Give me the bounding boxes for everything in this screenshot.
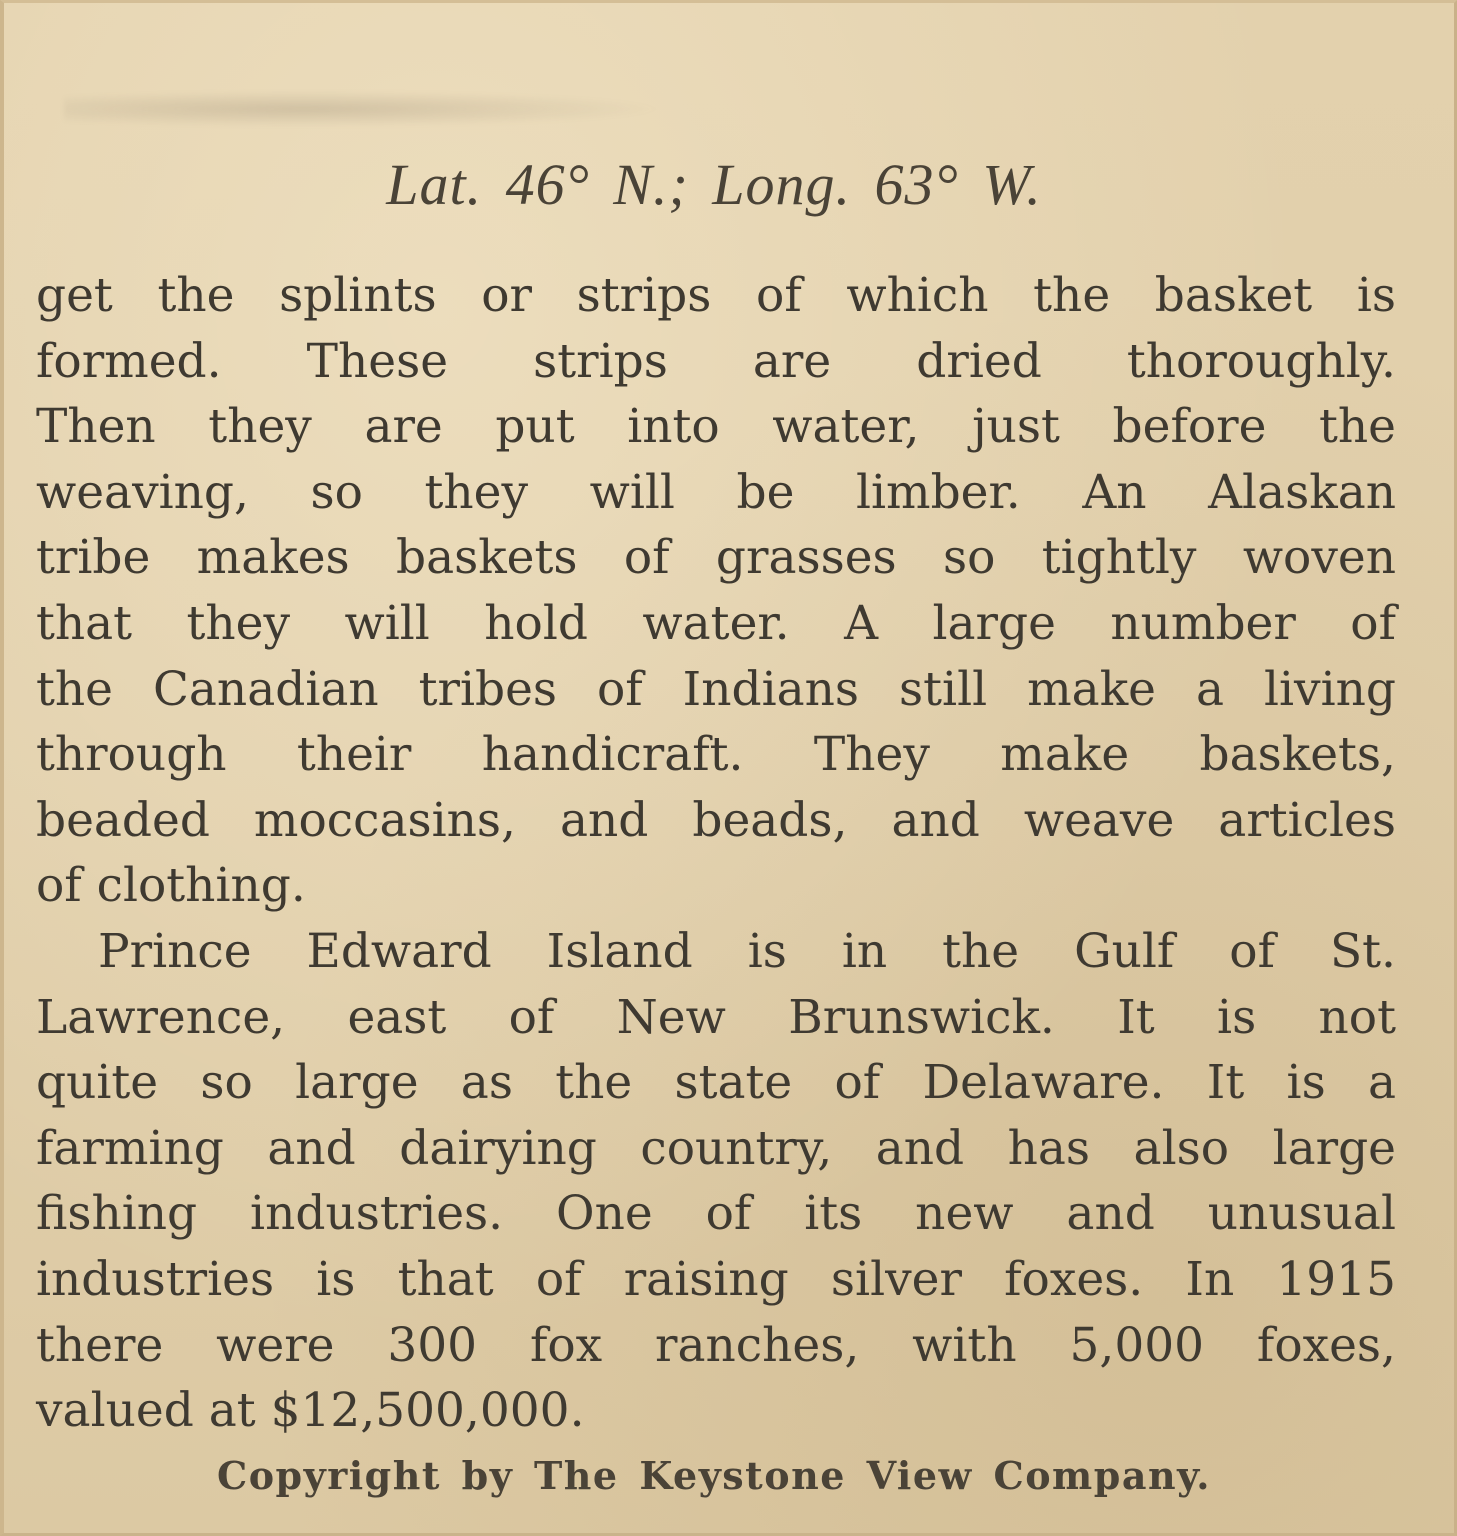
text-line: there were 300 fox ranches, with 5,000 foxes, <box>36 1317 1396 1373</box>
text-line: fishing industries. One of its new and unusual <box>36 1186 1396 1242</box>
text-line: the Canadian tribes of Indians still make a living <box>36 661 1396 717</box>
text-line: Prince Edward Island is in the Gulf of St. <box>98 923 1396 979</box>
text-line: through their handicraft. They make baskets, <box>36 727 1396 783</box>
text-line: beaded moccasins, and beads, and weave articles <box>36 792 1396 848</box>
text-line: Lawrence, east of New Brunswick. It is not <box>36 989 1396 1045</box>
text-line: industries is that of raising silver foxes. In 1915 <box>36 1251 1396 1307</box>
text-line: farming and dairying country, and has also large <box>36 1120 1396 1176</box>
text-line: quite so large as the state of Delaware. It is a <box>36 1055 1396 1111</box>
text-line: get the splints or strips of which the basket is <box>36 268 1396 323</box>
text-line: tribe makes baskets of grasses so tightly woven <box>36 530 1396 586</box>
ink-smudge <box>64 91 664 127</box>
text-line: of clothing. <box>36 858 306 914</box>
text-line: formed. These strips are dried thoroughly. <box>36 333 1396 389</box>
text-line: Then they are put into water, just before the <box>36 399 1396 455</box>
coordinates-heading: Lat. 46° N.; Long. 63° W. <box>386 152 1042 217</box>
text-line: valued at $12,500,000. <box>36 1383 585 1439</box>
text-line: weaving, so they will be limber. An Alaskan <box>36 464 1396 520</box>
body-text <box>36 263 1396 1444</box>
text-line: that they will hold water. A large number of <box>36 595 1396 651</box>
copyright-footer: Copyright by The Keystone View Company. <box>216 1453 1212 1498</box>
